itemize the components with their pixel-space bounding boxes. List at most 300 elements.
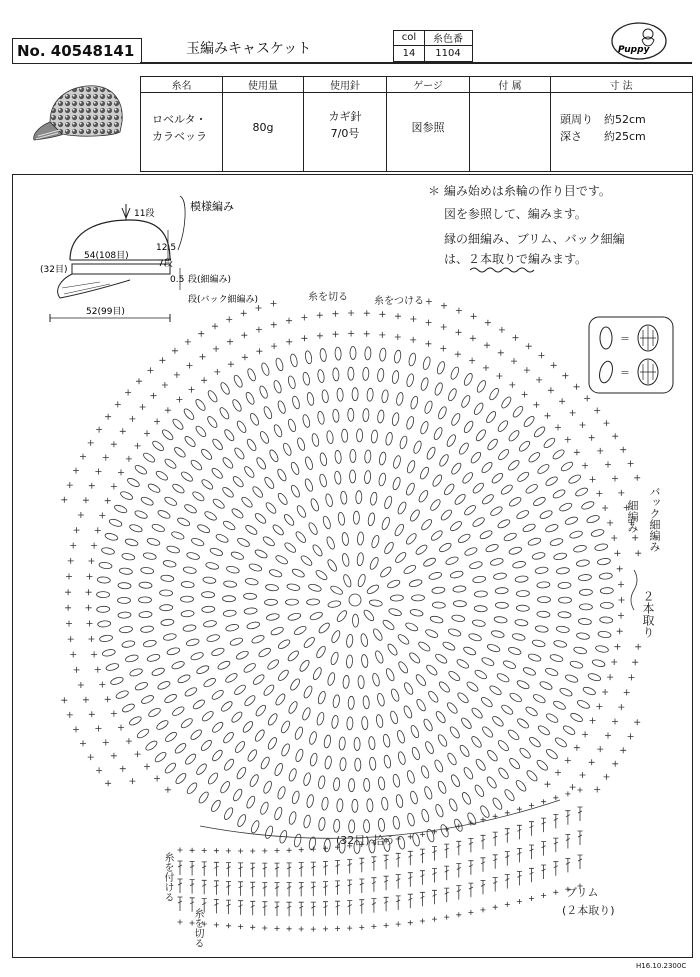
puff-stitch: [304, 350, 312, 364]
brim-stitch: [359, 879, 364, 893]
puff-stitch: [425, 446, 436, 460]
puff-stitch: [252, 673, 266, 686]
puff-stitch: [497, 448, 510, 461]
puff-stitch: [171, 530, 185, 540]
sc-stitch: [118, 469, 124, 475]
puff-stitch: [406, 770, 416, 784]
puff-stitch: [350, 449, 356, 462]
brim-stitch: [178, 897, 183, 911]
puff-stitch: [381, 516, 391, 530]
sc-stitch: [617, 566, 623, 572]
sc-stitch: [614, 550, 620, 556]
puff-stitch: [273, 424, 284, 438]
sc-stitch: [301, 335, 307, 341]
puff-stitch: [453, 585, 467, 592]
puff-stitch: [569, 660, 583, 669]
puff-stitch: [560, 460, 574, 472]
brim-stitch: [578, 831, 583, 845]
puff-stitch: [293, 625, 307, 637]
sc-stitch: [545, 413, 551, 419]
brim-stitch: [517, 825, 522, 839]
puff-stitch: [97, 620, 111, 627]
puff-stitch: [569, 712, 583, 723]
brim-stitch: [493, 878, 498, 892]
puff-stitch: [527, 537, 541, 547]
brim-stitch: [529, 822, 534, 836]
puff-stitch: [516, 717, 530, 730]
puff-stitch: [480, 696, 494, 709]
sc-stitch: [241, 332, 247, 338]
sc-stitch: [201, 377, 207, 383]
sc-stitch: [68, 558, 74, 564]
puff-stitch: [433, 426, 444, 440]
puff-stitch: [437, 780, 448, 794]
brim-stitch: [262, 863, 267, 877]
puff-stitch: [438, 680, 451, 693]
puff-stitch: [406, 373, 415, 387]
sc-stitch: [99, 682, 105, 688]
puff-stitch: [507, 459, 521, 472]
puff-stitch: [241, 720, 254, 734]
puff-stitch: [549, 653, 563, 662]
puff-stitch: [164, 457, 178, 470]
puff-stitch: [163, 693, 177, 704]
brim-stitch: [262, 926, 267, 931]
brim-stitch: [529, 896, 534, 901]
brim-stitch: [202, 880, 207, 894]
puff-stitch: [451, 614, 465, 622]
sc-stitch: [74, 667, 80, 673]
puff-stitch: [160, 604, 173, 611]
puff-stitch: [230, 551, 244, 561]
puff-stitch: [125, 538, 139, 547]
puff-stitch: [356, 491, 362, 504]
brim-two-label: (２本取り): [562, 904, 615, 917]
brim-stitch: [396, 922, 401, 927]
brim-stitch: [275, 863, 280, 877]
sc-stitch: [632, 535, 638, 541]
puff-stitch: [277, 492, 289, 506]
puff-stitch: [194, 398, 207, 412]
sc-stitch: [95, 527, 101, 533]
puff-stitch: [329, 584, 343, 595]
brim-stitch: [178, 920, 183, 925]
sc-stitch: [574, 449, 580, 455]
puff-stitch: [476, 379, 488, 393]
puff-stitch: [545, 712, 559, 724]
brim-stitch: [287, 926, 292, 931]
sc-stitch: [126, 456, 132, 462]
puff-stitch: [354, 840, 360, 853]
puff-stitch: [97, 576, 110, 583]
puff-stitch: [262, 780, 273, 794]
puff-stitch: [479, 529, 493, 540]
puff-stitch: [114, 504, 128, 514]
puff-stitch: [367, 388, 374, 401]
puff-stitch: [118, 612, 131, 619]
brim-stitch: [299, 927, 304, 932]
puff-stitch: [226, 565, 240, 574]
sc-stitch: [227, 339, 233, 345]
sc-stitch: [395, 313, 401, 319]
puff-stitch: [532, 639, 546, 648]
sc-stitch: [144, 430, 150, 436]
puff-stitch: [574, 486, 588, 497]
puff-stitch: [447, 628, 461, 638]
brim-stitch: [238, 863, 243, 877]
brim-stitch: [214, 881, 219, 895]
puff-stitch: [304, 478, 314, 492]
sc-stitch: [286, 318, 292, 324]
sc-stitch: [628, 520, 634, 526]
puff-stitch: [182, 407, 195, 421]
puff-stitch: [427, 690, 440, 704]
puff-stitch: [324, 839, 331, 853]
puff-stitch: [367, 512, 375, 526]
sc-stitch: [425, 341, 431, 347]
sc-stitch: [471, 313, 477, 319]
puff-stitch: [515, 575, 529, 583]
puff-stitch: [470, 735, 483, 749]
brim-stitch: [311, 927, 316, 932]
puff-stitch: [229, 637, 243, 647]
sc-stitch: [70, 652, 76, 658]
puff-stitch: [402, 705, 413, 719]
sc-stitch: [162, 382, 168, 388]
brim-stitch: [347, 926, 352, 931]
puff-stitch: [105, 662, 119, 671]
puff-stitch: [370, 534, 380, 548]
puff-stitch: [473, 784, 485, 798]
puff-stitch: [348, 696, 354, 709]
sc-stitch: [594, 408, 600, 414]
sc-stitch: [317, 333, 323, 339]
puff-stitch: [591, 528, 605, 537]
sc-stitch: [332, 311, 338, 317]
schematic-sts-52: 52(99目): [86, 307, 125, 317]
puff-stitch: [290, 461, 301, 475]
puff-stitch: [259, 801, 270, 815]
sc-stitch: [87, 620, 93, 626]
puff-stitch: [348, 367, 354, 380]
header-gauge: ゲージ: [413, 81, 443, 92]
puff-stitch: [99, 634, 113, 642]
color-no-value: 1104: [435, 47, 461, 59]
sc-stitch: [379, 332, 385, 338]
brim-stitch: [287, 902, 292, 916]
puff-stitch: [277, 638, 291, 650]
puff-stitch: [434, 710, 446, 724]
sc-stitch: [333, 331, 339, 337]
brim-stitch: [202, 899, 207, 913]
puff-stitch: [315, 569, 329, 582]
puff-stitch: [176, 516, 190, 527]
brim-stitch: [396, 837, 401, 842]
puff-stitch: [410, 396, 419, 410]
sc-stitch: [135, 443, 141, 449]
brim-stitch: [481, 858, 486, 872]
puff-stitch: [420, 377, 430, 391]
puff-stitch: [503, 788, 516, 802]
puff-stitch: [355, 758, 361, 771]
puff-stitch: [139, 597, 152, 603]
puff-stitch: [578, 618, 592, 625]
brim-stitch: [250, 925, 255, 930]
sc-stitch: [154, 419, 160, 425]
puff-stitch: [361, 654, 369, 668]
puff-stitch: [264, 599, 277, 605]
sc-stitch: [628, 733, 634, 739]
puff-stitch: [166, 545, 180, 554]
sc-stitch: [147, 367, 153, 373]
sc-stitch: [456, 329, 462, 335]
puff-stitch: [486, 749, 499, 763]
puff-stitch: [474, 591, 487, 598]
puff-stitch: [249, 412, 260, 426]
brim-stitch: [493, 855, 498, 869]
sc-stitch: [256, 305, 262, 311]
puff-stitch: [317, 411, 325, 425]
sc-stitch: [165, 787, 171, 793]
brim-stitch: [335, 881, 340, 895]
puff-stitch: [411, 595, 424, 601]
puff-stitch: [392, 455, 401, 469]
puff-stitch: [223, 428, 236, 442]
brim-stitch: [578, 788, 583, 793]
two-strands-side-label: ２本取り: [641, 590, 655, 638]
puff-stitch: [598, 631, 612, 639]
puff-stitch: [203, 510, 217, 522]
sc-stitch: [364, 310, 370, 316]
puff-stitch: [206, 389, 218, 403]
puff-stitch: [163, 633, 177, 641]
sc-stitch: [619, 597, 625, 603]
puff-stitch: [134, 509, 148, 519]
sc-stitch: [570, 784, 576, 790]
puff-stitch: [118, 582, 131, 589]
puff-stitch: [189, 728, 203, 741]
puff-stitch: [211, 689, 225, 701]
puff-stitch: [99, 562, 113, 570]
puff-stitch: [289, 677, 301, 691]
puff-stitch: [180, 470, 194, 483]
brim-stitch: [347, 860, 352, 874]
puff-stitch: [233, 447, 246, 461]
puff-stitch: [201, 710, 215, 723]
puff-stitch: [318, 817, 326, 831]
sc-stitch: [95, 667, 101, 673]
puff-stitch: [285, 599, 298, 605]
puff-stitch: [231, 507, 245, 520]
sc-stitch: [484, 342, 490, 348]
brim-stitch: [517, 807, 522, 812]
puff-stitch: [243, 694, 256, 707]
puff-stitch: [386, 643, 399, 657]
brim-stitch: [299, 902, 304, 916]
brim-stitch: [553, 862, 558, 876]
sc-stitch: [496, 373, 502, 379]
puff-stitch: [266, 658, 280, 671]
puff-stitch: [201, 591, 214, 597]
sc-stitch: [604, 774, 610, 780]
puff-stitch: [264, 825, 274, 839]
sc-stitch: [596, 704, 602, 710]
sc-stitch: [172, 348, 178, 354]
sc-stitch: [628, 461, 634, 467]
puff-stitch: [211, 721, 225, 734]
puff-stitch: [552, 488, 566, 499]
sc-stitch: [565, 757, 571, 763]
puff-stitch: [436, 361, 446, 375]
puff-stitch: [250, 820, 261, 834]
brim-stitch: [262, 848, 267, 853]
brim-stitch: [178, 879, 183, 893]
puff-stitch: [586, 514, 600, 524]
puff-stitch: [368, 736, 375, 750]
brim-stitch: [408, 873, 413, 887]
brim-stitch: [311, 847, 316, 852]
puff-stitch: [537, 581, 550, 588]
puff-stitch: [262, 406, 273, 420]
puff-stitch: [434, 804, 444, 818]
puff-stitch: [518, 440, 532, 453]
brim-stitch: [444, 844, 449, 858]
magic-ring: [349, 594, 361, 606]
puff-stitch: [308, 836, 316, 850]
schematic-sts-32: (32目): [40, 265, 68, 275]
sc-stitch: [61, 697, 67, 703]
brim-stitch: [529, 803, 534, 808]
puff-stitch: [302, 414, 311, 428]
puff-stitch: [438, 453, 450, 467]
puff-stitch: [507, 429, 520, 443]
back-sc-side-label: バック細編み: [648, 486, 661, 552]
brim-stitch: [456, 886, 461, 900]
brim-stitch: [359, 925, 364, 930]
puff-stitch: [415, 543, 429, 556]
sc-stitch: [635, 644, 641, 650]
puff-stitch: [353, 511, 359, 524]
puff-stitch: [508, 757, 521, 771]
sc-stitch: [618, 581, 624, 587]
puff-stitch: [235, 650, 249, 661]
puff-stitch: [325, 493, 334, 507]
puff-stitch: [474, 669, 488, 681]
puff-stitch: [195, 762, 208, 776]
schematic-r05: 0.5: [170, 275, 185, 285]
puff-stitch: [258, 385, 269, 399]
sc-stitch: [256, 327, 262, 333]
puff-stitch: [522, 666, 536, 677]
brim-stitch: [444, 866, 449, 880]
puff-stitch: [496, 672, 510, 683]
puff-stitch: [362, 609, 375, 623]
puff-stitch: [369, 599, 383, 607]
puff-stitch: [335, 347, 342, 360]
brim-stitch: [565, 811, 570, 825]
brim-stitch: [287, 883, 292, 897]
puff-stitch: [573, 646, 587, 655]
puff-stitch: [332, 694, 340, 708]
sc-stitch: [410, 337, 416, 343]
brim-stitch: [323, 926, 328, 931]
puff-stitch: [375, 714, 383, 728]
puff-stitch: [235, 766, 247, 780]
puff-stitch: [309, 611, 323, 622]
sc-stitch: [348, 331, 354, 337]
puff-stitch: [592, 659, 606, 668]
sc-stitch: [455, 351, 461, 357]
puff-stitch: [381, 389, 389, 403]
puff-stitch: [282, 442, 293, 456]
brim-stitch: [371, 899, 376, 913]
brim-stitch: [384, 923, 389, 928]
puff-stitch: [274, 692, 287, 706]
puff-stitch: [331, 715, 339, 729]
puff-stitch: [286, 649, 300, 662]
sc-stitch: [213, 346, 219, 352]
puff-stitch: [469, 560, 483, 569]
brim-stitch: [190, 898, 195, 912]
puff-stitch: [383, 541, 395, 555]
puff-stitch: [333, 819, 340, 832]
puff-stitch: [286, 583, 300, 592]
puff-stitch: [104, 532, 118, 541]
puff-stitch: [309, 753, 318, 767]
sc-stitch: [582, 731, 588, 737]
puff-stitch: [288, 768, 298, 782]
color-no-label: 糸色番: [433, 34, 463, 45]
sc-stitch: [115, 401, 121, 407]
sc-stitch: [604, 420, 610, 426]
puff-stitch: [537, 611, 550, 618]
brim-stitch: [190, 880, 195, 894]
puff-stitch: [579, 589, 592, 595]
puff-stitch: [495, 602, 508, 608]
brim-stitch: [190, 862, 195, 876]
puff-stitch: [244, 524, 258, 536]
sc-stitch: [456, 308, 462, 314]
puff-stitch: [263, 476, 275, 490]
puff-stitch: [192, 698, 206, 710]
puff-stitch: [525, 769, 538, 782]
puff-stitch: [472, 619, 486, 627]
puff-stitch: [516, 509, 530, 520]
puff-stitch: [207, 772, 220, 786]
needle-1: カギ針: [328, 110, 362, 123]
puff-stitch: [494, 616, 508, 624]
puff-stitch: [527, 653, 541, 663]
brim-stitch: [553, 814, 558, 828]
puff-stitch: [191, 537, 205, 547]
sc-stitch: [618, 490, 624, 496]
puff-stitch: [424, 740, 435, 754]
puff-stitch: [217, 660, 231, 671]
brim-stitch: [299, 882, 304, 896]
puff-stitch: [358, 675, 365, 688]
puff-stitch: [388, 607, 402, 617]
puff-stitch: [395, 392, 404, 406]
puff-stitch: [293, 833, 302, 847]
puff-stitch: [203, 620, 217, 628]
puff-stitch: [564, 674, 578, 684]
puff-stitch: [246, 748, 258, 762]
sc-stitch: [111, 711, 117, 717]
brim-stitch: [444, 888, 449, 902]
puff-stitch: [323, 735, 331, 749]
brim-stitch: [408, 894, 413, 908]
puff-stitch: [463, 420, 475, 434]
